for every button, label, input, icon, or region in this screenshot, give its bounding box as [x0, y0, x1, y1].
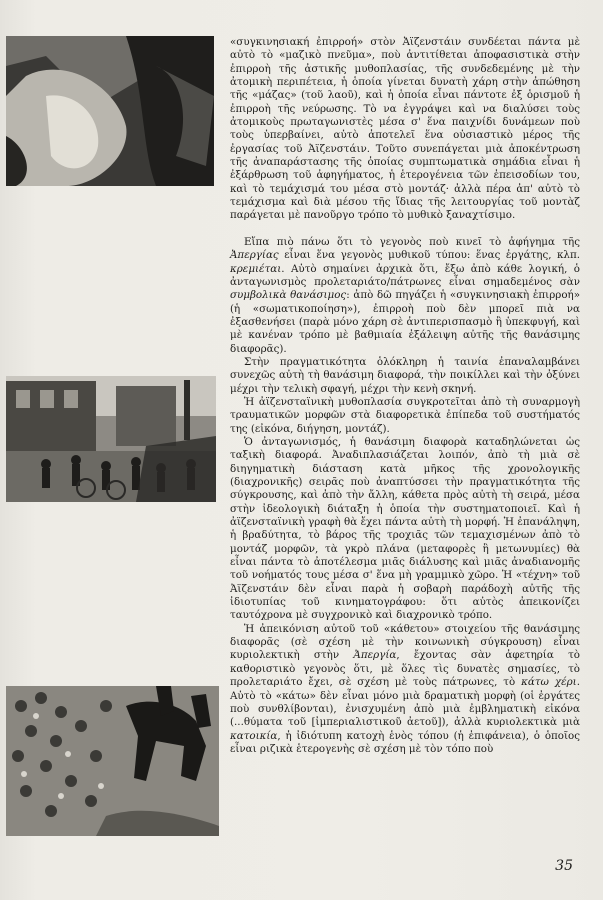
film-still-street-crowd: [6, 376, 216, 502]
paragraph-2-text-c: . Αὐτὸ σημαίνει ἀρχικὰ ὅτι, ἔξω ἀπὸ κάθε λογική, ὁ ἀνταγωνισμὸς προλεταριάτο/πάτρωνες εἶναι σημαδεμένος σὰν: [230, 262, 580, 288]
paragraph-6-text-d: , ἡ ἰδιότυπη κατοχὴ ἑνὸς τόπου (ἡ ἐπιφάνεια), ὁ ὁποῖος εἶναι ριζικὰ ἑτερογενὴς σὲ σχέση μὲ τὸν τόπο ποὺ: [230, 729, 580, 755]
paragraph-3-text: Στὴν πραγματικότητα ὁλόκληρη ἡ ταινία ἐπαναλαμβάνει συνεχῶς αὐτὴ τὴ θανάσιμη διαφορά, τὴν ποικίλλει καὶ τὴν ὀξύνει μέχρι τὴν τελικὴ σφαγή, μέχρι τὴν κενὴ σκηνή.: [230, 355, 580, 395]
paragraph-6-italic-c: κατοικία: [230, 729, 278, 742]
paragraph-6-text-a: Ἡ ἀπεικόνιση αὐτοῦ τοῦ «κάθετου» στοιχείου τῆς θανάσιμης διαφορᾶς (σὲ σχέση μὲ τὴν κοινωνικὴ σύγκρουση) εἶναι κυριολεκτικὴ στὴν: [230, 622, 580, 662]
paragraph-3: [230, 356, 580, 396]
paragraph-2-italic-b: κρεμιέται: [230, 262, 282, 275]
paragraph-6-italic-a: Ἀπεργία: [353, 649, 397, 662]
paragraph-6-italic-b: κάτω χέρι: [521, 676, 577, 689]
paragraph-5-text: Ὁ ἀνταγωνισμός, ἡ θανάσιμη διαφορὰ καταδηλώνεται ὡς ταξικὴ διαφορά. Ἀναδιπλασιάζεται λοιπόν, ἀπὸ τὴ μιὰ σὲ διηγηματικὴ διάσταση κατὰ μῆκος τῆς χρονολογικῆς (διαχρονικῆς) σειρᾶς ποὺ ἀναπτύσσει τὴν πραγματικότητα τῆς σύγκρουσης, καὶ ἀπὸ τὴν ἄλλη, κάθετα πρὸς αὐτὴ τὴ σειρά, μέσα στὴν ἰδεολογικὴ διάταξη ἡ ὁποία τὴν συστηματοποιεῖ. Καὶ ἡ ἀϊζενσταϊνικὴ γραφὴ θὰ ἔχει πάντα αὐτὴ τὴ μορφή. Ἡ ἐπανάληψη, ἡ βραδύτητα, τὸ βάρος τῆς τροχιᾶς τῶν τεμαχισμένων ἀπὸ τὸ μοντάζ μορφῶν, τὰ γκρὸ πλάνα (μεταφορὲς ἢ μετωνυμίες) θὰ εἶναι πάντα τὸ ἀποτέλεσμα μιᾶς διάλυσης καὶ μιᾶς ἀναδιανομῆς τοῦ νοήματός τους μέσα σ' ἕνα μὴ γραμμικὸ χῶρο. Ἡ «τέχνη» τοῦ Ἀϊζενστάιν δὲν εἶναι παρὰ ἡ σοβαρὴ παράδοχὴ αὐτῆς τῆς ἰδιοτυπίας τοῦ κινηματογράφου: ὅτι αὐτὸς ἀπεικονίζει ταυτόχρονα μὲ συγχρονικὸ καὶ διαχρονικὸ τρόπο.: [230, 435, 580, 622]
paragraph-6-text-c: . Αὐτὸ τὸ «κάτω» δὲν εἶναι μόνο μιὰ δραματικὴ μορφὴ (οἱ ἐργάτες ποὺ συνθλίβονται), ἐνισχυμένη ἀπὸ μιὰ ἐμβληματικὴ εἰκόνα (...θύματα τοῦ [ἰμπεριαλιστικοῦ ἀετοῦ]), ἀλλὰ κυριολεκτικὰ μιὰ: [230, 676, 580, 729]
paragraph-2-text-b: εἶναι ἕνα γεγονὸς μυθικοῦ τύπου: ἕνας ἐργάτης, κλπ.: [278, 249, 580, 262]
article-body-text: [230, 36, 580, 756]
page-number: 35: [555, 858, 573, 874]
film-still-horsemen-crowd: [6, 686, 219, 836]
paragraph-5: [230, 436, 580, 623]
paragraph-1: [230, 36, 580, 223]
paragraph-6: [230, 623, 580, 756]
paragraph-4: [230, 396, 580, 436]
paragraph-2-text-a: Εἴπα πιὸ πάνω ὅτι τὸ γεγονὸς ποὺ κινεῖ τὸ ἀφήγημα τῆς: [244, 235, 580, 248]
film-still-closeup: [6, 36, 214, 186]
paragraph-2-italic-c: συμβολικὰ θανάσιμος: [230, 289, 347, 302]
paragraph-2: [230, 236, 580, 356]
paragraph-2-italic-a: Ἀπεργίας: [230, 249, 279, 262]
paragraph-6-text-b: , ἔχοντας σὰν ἀφετηρία τὸ καθοριστικὸ γεγονὸς ὅτι, μὲ ὅλες τὶς δυνατὲς σημασίες, τὸ προλεταριάτο ἔχει, σὲ σχέση μὲ τοὺς πάτρωνες, τὸ: [230, 649, 580, 689]
paragraph-2-text-d: : ἀπὸ δῶ πηγάζει ἡ «συγκινησιακὴ ἐπιρροή» (ἡ «σωματικοποίηση»), ἐπιρροὴ ποὺ δὲν μπορεῖ πιὰ να ἐξασθενήσει (παρὰ μόνο χάρη σὲ ἀντιπερισπασμὸ ἢ ὑπεκφυγή, καὶ μὲ κανέναν τρόπο μὲ βαθμιαία ἐξάλειψη αὐτῆς τῆς θανάσιμης διαφορᾶς).: [230, 289, 580, 355]
paragraph-4-text: Ἡ ἀϊζενσταϊνικὴ μυθοπλασία συγκροτεῖται ἀπὸ τὴ συναρμογὴ τραυματικῶν μορφῶν στὰ διαφορετικὰ ἐπίπεδα τοῦ συστήματός της (εἰκόνα, διήγηση, μοντάζ).: [230, 395, 580, 435]
paragraph-1-text: «συγκινησιακή ἐπιρροή» στὸν Ἀϊζενστάιν συνδέεται πάντα μὲ αὐτὸ τὸ «μαζικὸ πνεῦμα», ποὺ ἀντιτίθεται ἀποφασιστικὰ στὴν ἐπιρροὴ τῆς ἀστικῆς μυθοπλασίας, τῆς συνδεδεμένης μὲ τὴν ἀτομικὴ περιπέτεια, ἡ ὁποία γίνεται δυνατὴ χάρη στὴν ἀπώθηση τῆς «μάζας» (τοῦ λαοῦ), καὶ ἡ ὁποία εἶναι πάντοτε ἐξ ὁρισμοῦ ἡ ἐπιρροὴ τῆς νεύρωσης. Τὸ να ἐγγράψει καὶ να διαλύσει τοὺς ἀτομικοὺς πρωταγωνιστὲς μέσα σ' ἕνα παιχνίδι δυνάμεων ποὺ τοὺς ὑπερβαίνει, αὐτὸ ἀποτελεῖ ἕνα οὐσιαστικὸ μέρος τῆς ἐργασίας τοῦ Ἀϊζενστάιν. Τοῦτο συνεπάγεται μιὰ ἀποκέντρωση τῆς ἀναπαράστασης τῆς ὁποίας συμπτωματικὰ σημάδια εἶναι ἡ ἐξάρθρωση τοῦ ἀφηγήματος, ἡ ἑτερογένεια τῶν ἐπεισοδίων του, καὶ τὸ τεμάχισμά του μέσα στὸ μοντάζ· ἀλλὰ πέρα ἀπ' αὐτὸ τὸ τεμάχισμα καὶ διὰ μέσου τῆς ἴδιας τῆς λειτουργίας τοῦ μοντὰζ παράγεται μὲ πανοῦργο τρόπο τὸ μυθικὸ ξαναχτίσιμο.: [230, 36, 580, 222]
